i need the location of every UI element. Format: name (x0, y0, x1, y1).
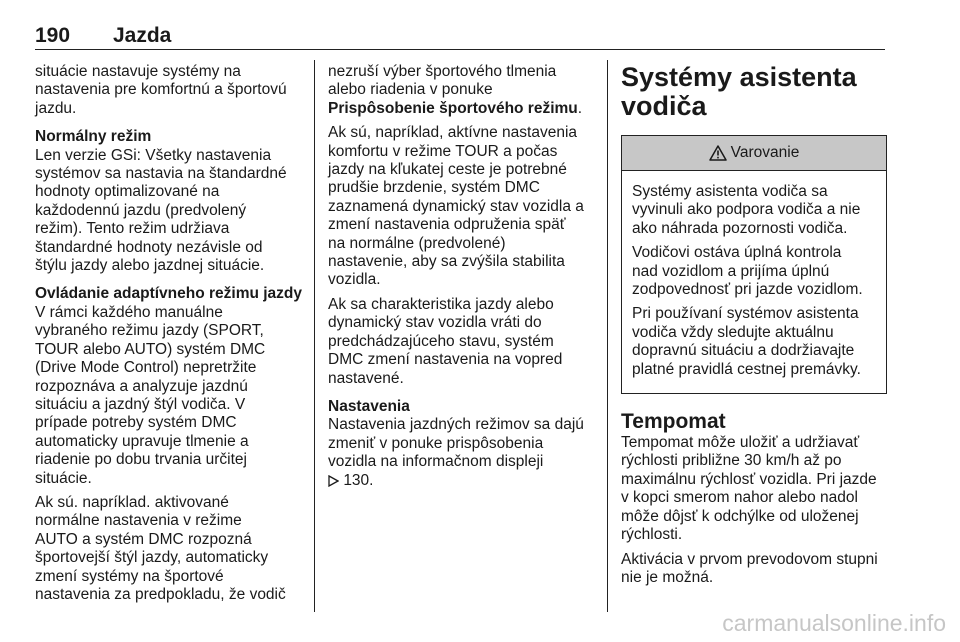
warning-triangle-icon (709, 145, 727, 161)
subheading-tempomat: Tempomat (621, 410, 726, 434)
warning-header (622, 136, 886, 171)
page-number: 190 (35, 24, 71, 47)
paragraph-priklad-tour: Ak sú, napríklad, aktívne nastavenia komfortu v režime TOUR a počas jazdy na kľukatej ceste je potrebné prudšie brzdenie, systém DMC zaznamená dynamický stav vozidla a zmení nastavenia odpruženia späť na normálne (predvolené) nastavenie, aby sa zvýšila stabilita vozidla. (328, 124, 584, 289)
column-divider-1 (314, 60, 315, 612)
warning-box (621, 135, 887, 394)
header-rule (35, 49, 885, 50)
page-header (35, 20, 885, 50)
page-reference-arrow-icon (328, 472, 339, 489)
warning-paragraph-1: Systémy asistenta vodiča sa vyvinuli ako podpora vodiča a nie ako náhrada pozornosti vodiča. (632, 183, 861, 237)
page-reference[interactable]: 130. (343, 471, 374, 489)
paragraph-tempomat: Tempomat môže uložiť a udržiavať rýchlosti približne 30 km/h až po maximálnu rýchlosť vozidla. Pri jazde v kopci smerom nahor alebo nadol môže dôjsť k odchýlke od uloženej rýchlosti. (621, 434, 877, 544)
column-1 (35, 63, 303, 604)
heading-adaptivny-rezim: Ovládanie adaptívneho režimu jazdy (35, 285, 303, 303)
section-title: Jazda (113, 24, 172, 47)
column-2 (328, 63, 596, 490)
heading-normalny-rezim: Normálny režim (35, 128, 152, 146)
paragraph-nezrusi: nezruší výber športového tlmenia alebo riadenia v ponuke Prispôsobenie športového režimu. (328, 63, 583, 117)
paragraph-situacie: situácie nastavuje systémy na nastavenia pre komfortnú a športovú jazdu. (35, 63, 287, 117)
paragraph-charakteristika: Ak sa charakteristika jazdy alebo dynamický stav vozidla vráti do predchádzajúceho stavu, systém DMC zmení nastavenia na vopred nastavené. (328, 295, 563, 387)
heading-nastavenia: Nastavenia (328, 397, 410, 415)
paragraph-adaptivny-rezim: V rámci každého manuálne vybraného režimu jazdy (SPORT, TOUR alebo AUTO) systém DMC (Drive Mode Control) nepretržite rozpoznáva a analyzuje jazdnú situáciu a jazdný štýl vodiča. V prípade potreby systém DMC automaticky upravuje tlmenie a riadenie po dobu trvania určitej situácie. (35, 303, 266, 487)
paragraph-normalny-rezim: Len verzie GSi: Všetky nastavenia systémov sa nastavia na štandardné hodnoty optimalizované na každodennú jazdu (predvolený režim). Tento režim udržiava štandardné hodnoty nezávisle od štýlu jazdy alebo jazdnej situácie. (35, 146, 287, 275)
warning-paragraph-2: Vodičovi ostáva úplná kontrola nad vozidlom a prijíma úplnú zodpovednosť pri jazde vozidlom. (632, 244, 863, 299)
section-heading-systemy-asistenta: Systémy asistenta vodiča (621, 62, 857, 121)
warning-body (622, 171, 886, 393)
paragraph-aktivacia: Aktivácia v prvom prevodovom stupni nie je možná. (621, 550, 878, 586)
column-3 (621, 63, 887, 587)
menu-name-sport: Prispôsobenie športového režimu (328, 99, 578, 117)
paragraph-priklad-auto: Ak sú. napríklad. aktivované normálne nastavenia v režime AUTO a systém DMC rozpozná športovejší štýl jazdy, automaticky zmení systémy na športové nastavenia za predpokladu, že vodič (35, 493, 286, 603)
paragraph-nastavenia: Nastavenia jazdných režimov sa dajú zmeniť v ponuke prispôsobenia vozidla na informačnom displeji 130. (328, 416, 584, 489)
watermark: carmanualsonline.info (722, 610, 946, 636)
warning-label: Varovanie (730, 143, 800, 161)
column-divider-2 (607, 60, 608, 612)
warning-paragraph-3: Pri používaní systémov asistenta vodiča vždy sledujte aktuálnu dopravnú situáciu a dodržiavajte platné pravidlá cestnej premávky. (632, 305, 861, 378)
